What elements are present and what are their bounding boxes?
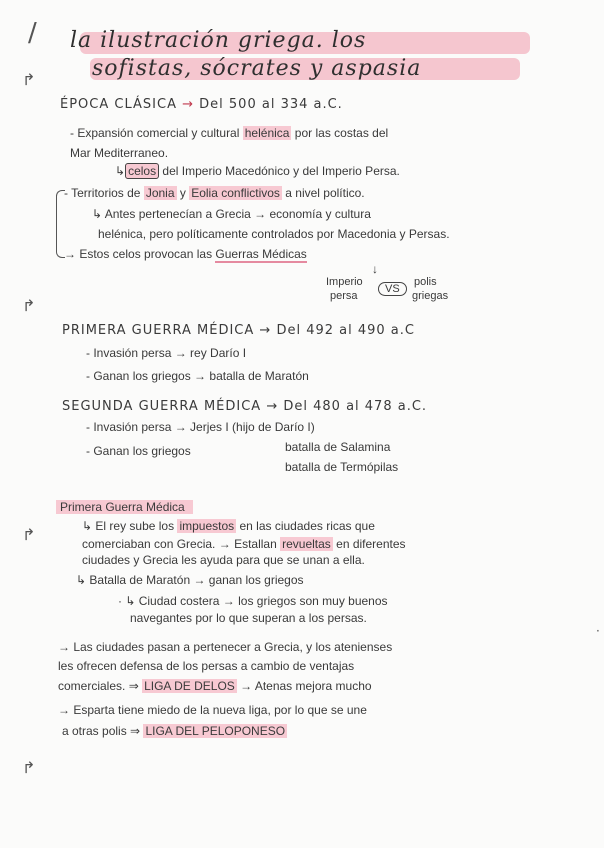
- text-line: batalla de Termópilas: [285, 460, 399, 474]
- text-line: les ofrecen defensa de los persas a cambio de ventajas: [58, 659, 355, 673]
- vs-oval: VS: [378, 282, 407, 296]
- polis-label: griegas: [412, 290, 449, 302]
- polis-label: polis: [414, 276, 437, 288]
- margin-hook-mark: ↱: [22, 758, 36, 777]
- text-line: ciudades y Grecia les ayuda para que se unan a ella.: [82, 553, 365, 567]
- text-line: - Territorios de Jonia y Eolia conflictivos a nivel político.: [64, 186, 365, 200]
- text-line: comerciaban con Grecia. → Estallan revueltas en diferentes: [82, 537, 406, 551]
- section-heading-primera: PRIMERA GUERRA MÉDICA → Del 492 al 490 a.C: [62, 323, 415, 338]
- text-line: - Ganan los griegos → batalla de Maratón: [86, 369, 309, 383]
- imperio-label: Imperio: [326, 276, 363, 288]
- text-line: - Ganan los griegos: [86, 444, 191, 458]
- page-title-line-2: sofistas, sócrates y aspasia: [92, 56, 422, 81]
- page-title-line-1: la ilustración griega. los: [70, 28, 367, 53]
- margin-dot: ·: [596, 624, 600, 638]
- text-line: ↳ celos del Imperio Macedónico y del Imperio Persa.: [115, 164, 400, 178]
- margin-slash-mark: /: [28, 18, 37, 48]
- margin-hook-mark: ↱: [22, 525, 36, 544]
- text-line: batalla de Salamina: [285, 440, 391, 454]
- text-line: ↳ Batalla de Maratón → ganan los griegos: [76, 573, 304, 587]
- text-line: - Invasión persa → Jerjes I (hijo de Darío I): [86, 420, 315, 434]
- text-line: - Invasión persa → rey Darío I: [86, 346, 247, 360]
- margin-hook-mark: ↱: [22, 296, 36, 315]
- text-line: ↳ El rey sube los impuestos en las ciudades ricas que: [82, 519, 375, 533]
- section-heading-epoca: ÉPOCA CLÁSICA → Del 500 al 334 a.C.: [60, 97, 343, 112]
- text-line: helénica, pero políticamente controlados por Macedonia y Persas.: [98, 227, 450, 241]
- section-heading-segunda: SEGUNDA GUERRA MÉDICA → Del 480 al 478 a.C.: [62, 399, 428, 414]
- section-heading-detalle: Primera Guerra Médica: [56, 500, 193, 514]
- text-line: · ↳ Ciudad costera → los griegos son muy buenos: [118, 594, 388, 608]
- text-line: - Expansión comercial y cultural helénica por las costas del: [70, 126, 389, 140]
- margin-hook-mark: ↱: [22, 70, 36, 89]
- text-line: → Estos celos provocan las Guerras Médicas: [64, 247, 307, 261]
- down-arrow: ↓: [372, 262, 378, 276]
- text-line: navegantes por lo que superan a los persas.: [130, 611, 367, 625]
- text-line: comerciales. ⇒ LIGA DE DELOS → Atenas mejora mucho: [58, 679, 372, 693]
- text-line: → Esparta tiene miedo de la nueva liga, por lo que se une: [58, 703, 367, 717]
- text-line: a otras polis ⇒ LIGA DEL PELOPONESO: [62, 724, 286, 738]
- text-line: → Las ciudades pasan a pertenecer a Grecia, y los atenienses: [58, 640, 393, 654]
- imperio-label: persa: [330, 290, 358, 302]
- text-line: ↳ Antes pertenecían a Grecia → economía y cultura: [92, 207, 371, 221]
- text-line: Mar Mediterraneo.: [70, 146, 169, 160]
